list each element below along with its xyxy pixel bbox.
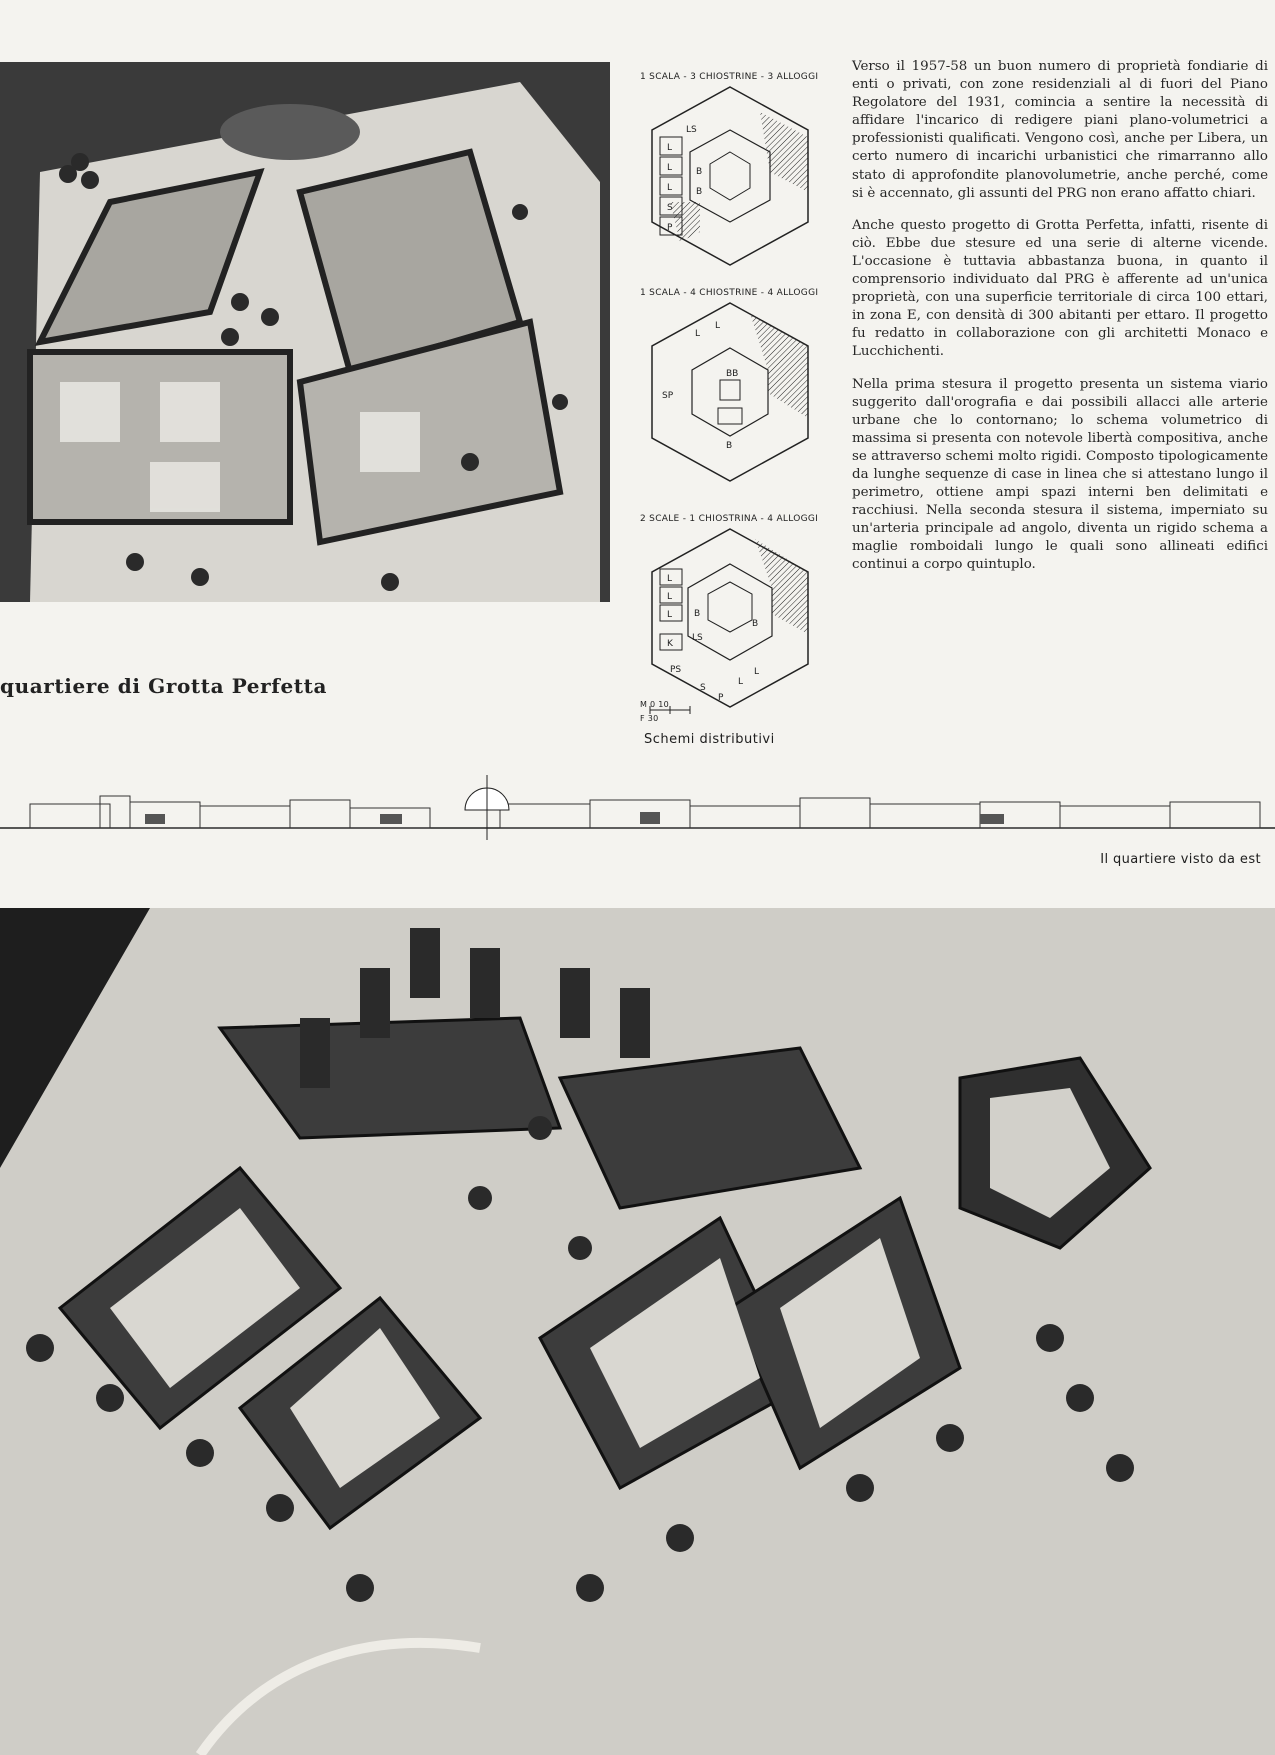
scheme-1-room: LS — [686, 125, 697, 135]
article-body — [852, 58, 1268, 589]
model-photo-second-draft — [0, 908, 1275, 1755]
svg-text:P: P — [667, 223, 673, 233]
article-paragraph: Verso il 1957-58 un buon numero di proprietà fondiarie di enti o privati, con zone residenziali al di fuori del Piano Regolatore del 1931, comincia a sentire la necessità di affidare l'incarico di redigere piani plano-volumetrici a professionisti qualificati. Vengono così, anche per Libera, un certo numero di incarichi urbanistici che rimarranno allo stato di approfondite planovolumetrie, anche perché, come si è accennato, gli assunti del PRG non erano affatto chiari. — [852, 59, 1268, 201]
svg-text:L: L — [667, 592, 673, 602]
scheme-2-label: 1 SCALA - 4 CHIOSTRINE - 4 ALLOGGI — [640, 288, 819, 298]
svg-text:B: B — [694, 609, 701, 619]
svg-text:B: B — [696, 187, 703, 197]
svg-text:L: L — [695, 329, 701, 339]
svg-text:L: L — [738, 677, 744, 687]
article-paragraph: Anche questo progetto di Grotta Perfetta, infatti, risente di ciò. Ebbe due stesure ed una serie di alterne vicende. L'occasione è tuttavia abbastanza buona, in quanto il comprensorio individuato dal PRG è afferente ad un'unica proprietà, con una superficie territoriale di circa 100 ettari, in zona E, con densità di 300 abitanti per ettaro. Il progetto fu redatto in collaborazione con gli architetti Monaco e Lucchichenti. — [852, 217, 1268, 360]
article-paragraph: Nella prima stesura il progetto presenta un sistema viario suggerito dall'orografia e dai possibili allacci alle arterie urbane che lo contornano; lo schema volumetrico di massima si presenta con notevole libertà compositiva, anche se attraverso schemi molto rigidi. Composto tipologicamente da lunghe sequenze di case in linea che si attestano lungo il perimetro, ottiene ampi spazi interni ben delimitati e racchiusi. Nella seconda stesura il sistema, imperniato su un'arteria principale ad angolo, diventa un rigido schema a maglie romboidali lungo le quali sono allineati edifici continui a corpo quintuplo. — [852, 376, 1268, 573]
svg-text:L: L — [667, 610, 673, 620]
scheme-2-plan — [640, 298, 820, 488]
svg-text:L: L — [667, 574, 673, 584]
page-title: quartiere di Grotta Perfetta — [0, 674, 328, 698]
svg-text:BB: BB — [726, 369, 739, 379]
svg-text:B: B — [726, 441, 733, 451]
scale-bar-bottom: F 30 — [640, 714, 659, 723]
model-photo-first-draft — [0, 62, 610, 602]
svg-text:L: L — [667, 163, 673, 173]
svg-text:L: L — [754, 667, 760, 677]
svg-text:S: S — [667, 203, 673, 213]
scheme-1-label: 1 SCALA - 3 CHIOSTRINE - 3 ALLOGGI — [640, 72, 819, 82]
svg-text:P: P — [718, 693, 724, 703]
svg-text:PS: PS — [670, 665, 682, 675]
svg-text:K: K — [667, 639, 673, 649]
svg-text:B: B — [696, 167, 703, 177]
skyline-caption: Il quartiere visto da est — [1100, 852, 1261, 867]
schemes-caption: Schemi distributivi — [644, 732, 775, 747]
svg-text:SP: SP — [662, 391, 674, 401]
svg-text:LS: LS — [692, 633, 703, 643]
svg-text:L: L — [667, 143, 673, 153]
svg-text:L: L — [667, 183, 673, 193]
skyline-elevation-drawing — [0, 770, 1275, 842]
scheme-3-label: 2 SCALE - 1 CHIOSTRINA - 4 ALLOGGI — [640, 514, 819, 524]
scheme-3-plan — [640, 524, 820, 714]
svg-text:B: B — [752, 619, 759, 629]
svg-text:L: L — [715, 321, 721, 331]
svg-text:S: S — [700, 683, 706, 693]
scale-bar-top: M 0 10 — [640, 700, 670, 709]
scheme-1-plan — [640, 82, 820, 272]
